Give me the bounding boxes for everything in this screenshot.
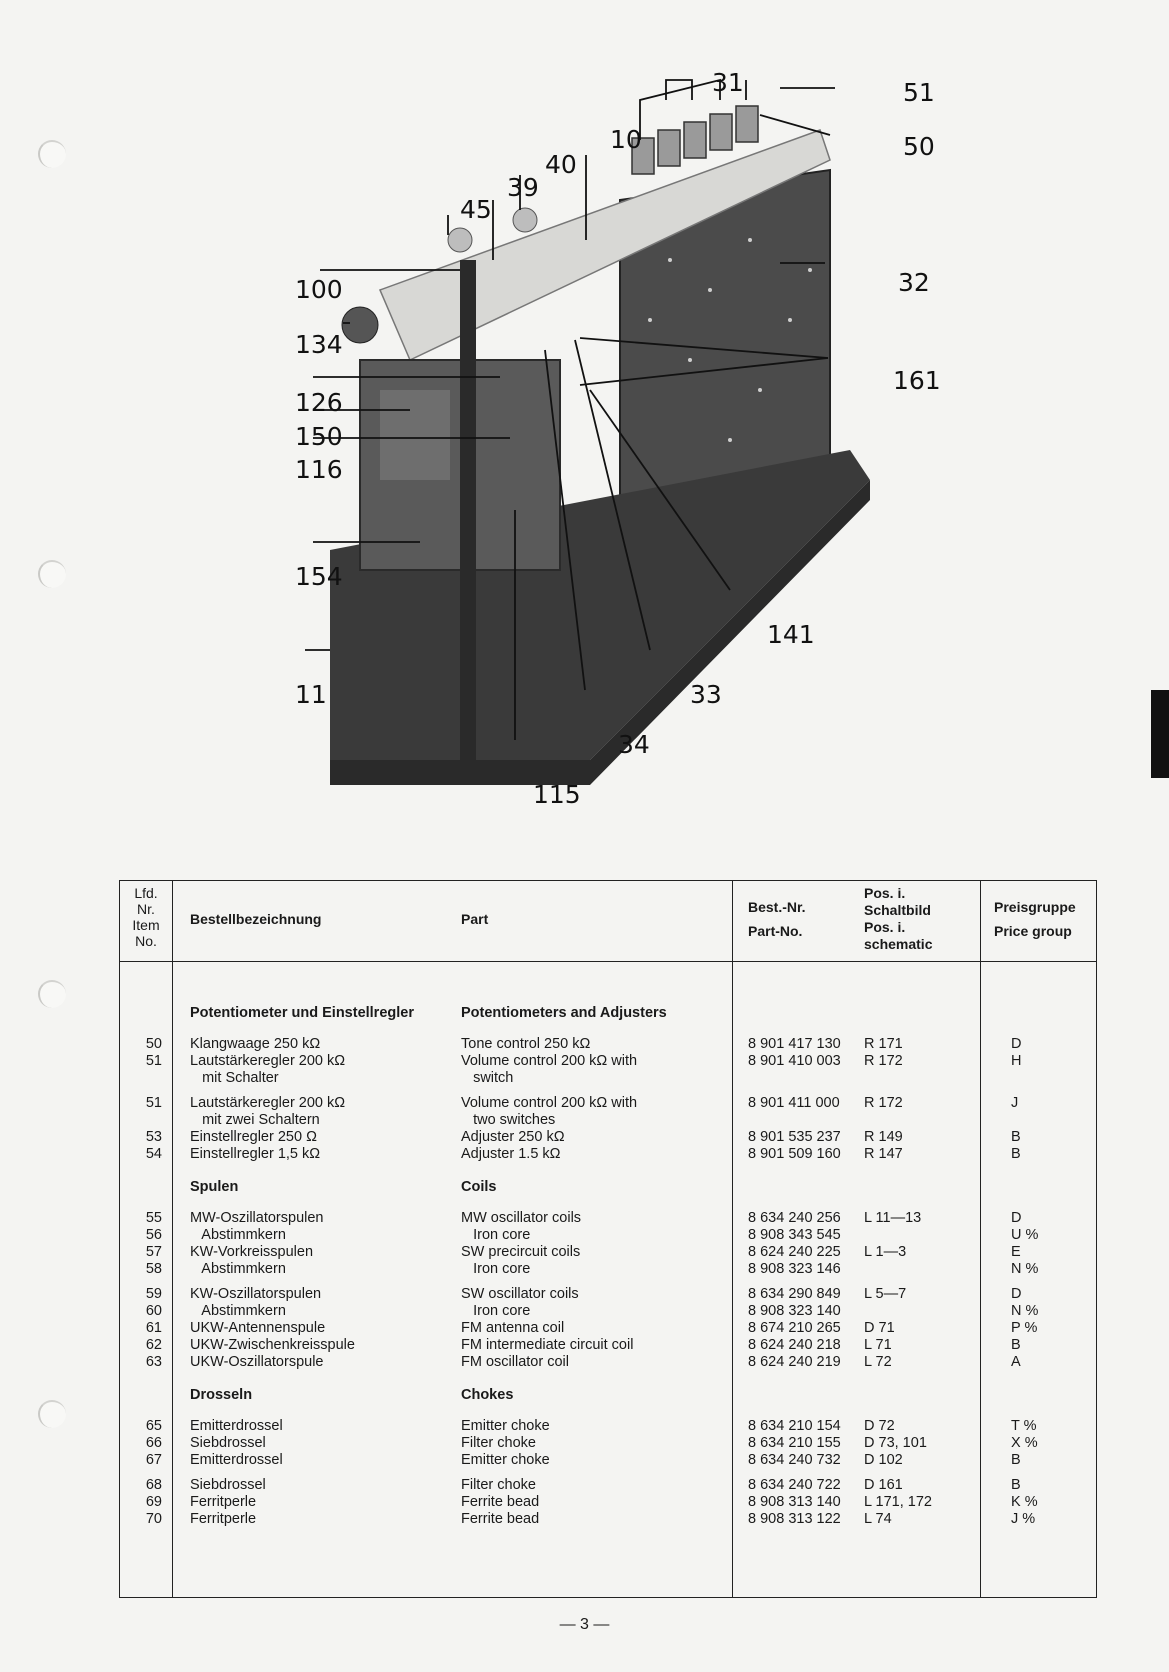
price-group-cell: K % [1011,1494,1038,1510]
table-row [120,1146,1096,1163]
schematic-position-cell: R 172 [864,1095,903,1111]
item-number: 50 [145,1036,162,1052]
callout-45: 45 [460,195,492,224]
part-number-cell: 8 908 313 140 [748,1494,841,1510]
part-cell: SW precircuit coils [461,1244,581,1260]
part-cell: Tone control 250 kΩ [461,1036,591,1052]
price-group-cell: N % [1011,1303,1039,1319]
part-cell: FM oscillator coil [461,1354,569,1370]
item-number: 55 [145,1210,162,1226]
schematic-position-cell: D 71 [864,1320,895,1336]
part-number-cell: 8 901 535 237 [748,1129,841,1145]
table-row [120,1070,1096,1087]
item-number: 66 [145,1435,162,1451]
table-row [120,1320,1096,1337]
bestellbezeichnung-cell: Siebdrossel [190,1477,266,1493]
part-cell: Filter choke [461,1477,536,1493]
item-number: 63 [145,1354,162,1370]
schematic-position-cell: L 74 [864,1511,892,1527]
bestellbezeichnung-cell: mit Schalter [190,1070,279,1086]
bestellbezeichnung-cell: Abstimmkern [190,1303,286,1319]
table-row [120,1112,1096,1129]
bestellbezeichnung-cell: Ferritperle [190,1494,257,1510]
table-row [120,1354,1096,1371]
callout-150: 150 [295,422,343,451]
table-row [120,1036,1096,1053]
price-group-cell: H [1011,1053,1022,1069]
part-cell: Potentiometers and Adjusters [461,1005,667,1021]
price-group-cell: A [1011,1354,1021,1370]
price-group-cell: E [1011,1244,1021,1260]
callout-116: 116 [295,455,343,484]
item-number: 54 [145,1146,162,1162]
parts-table [119,880,1097,1598]
item-number: 58 [145,1261,162,1277]
bestellbezeichnung-cell: Abstimmkern [190,1261,286,1277]
bestellbezeichnung-cell: Emitterdrossel [190,1452,283,1468]
bestellbezeichnung-cell: Siebdrossel [190,1435,266,1451]
part-cell: Coils [461,1179,497,1195]
part-number-cell: 8 901 509 160 [748,1146,841,1162]
page-number: — 3 — [559,1616,610,1633]
bestellbezeichnung-cell: Emitterdrossel [190,1418,283,1434]
part-cell: SW oscillator coils [461,1286,579,1302]
part-cell: Emitter choke [461,1418,550,1434]
schematic-position-cell: L 5—7 [864,1286,907,1302]
schematic-position-cell: D 161 [864,1477,903,1493]
header-part-no: Part-No. [748,923,803,939]
table-section-heading [120,1387,1096,1404]
part-number-cell: 8 624 240 218 [748,1337,841,1353]
price-group-cell: B [1011,1452,1021,1468]
punch-hole [38,1400,66,1428]
price-group-cell: U % [1011,1227,1039,1243]
price-group-cell: X % [1011,1435,1038,1451]
item-number: 57 [145,1244,162,1260]
price-group-cell: P % [1011,1320,1038,1336]
item-number: 56 [145,1227,162,1243]
callout-39: 39 [507,173,539,202]
part-cell: Emitter choke [461,1452,550,1468]
header-pos-schaltbild: Pos. i. Schaltbild Pos. i. schematic [864,885,933,952]
schematic-position-cell: R 171 [864,1036,903,1052]
part-cell: Iron core [461,1227,531,1243]
part-number-cell: 8 634 240 732 [748,1452,841,1468]
callout-31: 31 [712,68,744,97]
schematic-position-cell: R 149 [864,1129,903,1145]
schematic-position-cell: L 11—13 [864,1210,922,1226]
item-number: 59 [145,1286,162,1302]
punch-hole [38,980,66,1008]
part-cell: FM intermediate circuit coil [461,1337,634,1353]
callout-51: 51 [903,78,935,107]
callout-154: 154 [295,562,343,591]
part-cell: MW oscillator coils [461,1210,582,1226]
schematic-position-cell: R 172 [864,1053,903,1069]
bestellbezeichnung-cell: Ferritperle [190,1511,257,1527]
item-number: 65 [145,1418,162,1434]
header-bestellbezeichnung: Bestellbezeichnung [190,911,322,927]
callout-50: 50 [903,132,935,161]
bestellbezeichnung-cell: Einstellregler 1,5 kΩ [190,1146,321,1162]
table-section-heading [120,1005,1096,1022]
part-cell: Volume control 200 kΩ with [461,1095,638,1111]
bestellbezeichnung-cell: Spulen [190,1179,239,1195]
header-part: Part [461,911,489,927]
price-group-cell: B [1011,1129,1021,1145]
table-row [120,1053,1096,1070]
part-number-cell: 8 634 210 154 [748,1418,841,1434]
price-group-cell: B [1011,1146,1021,1162]
header-item-no: Lfd. Nr. Item No. [132,885,160,949]
part-cell: Ferrite bead [461,1511,540,1527]
callout-100: 100 [295,275,343,304]
schematic-position-cell: L 171, 172 [864,1494,932,1510]
callout-161: 161 [893,366,941,395]
part-cell: Adjuster 1.5 kΩ [461,1146,561,1162]
punch-hole [38,560,66,588]
bestellbezeichnung-cell: Klangwaage 250 kΩ [190,1036,321,1052]
part-number-cell: 8 908 343 545 [748,1227,841,1243]
price-group-cell: N % [1011,1261,1039,1277]
part-cell: Ferrite bead [461,1494,540,1510]
item-number: 68 [145,1477,162,1493]
header-best-nr: Best.-Nr. [748,899,806,915]
price-group-cell: J % [1011,1511,1036,1527]
bestellbezeichnung-cell: KW-Oszillatorspulen [190,1286,322,1302]
callout-34: 34 [618,730,650,759]
table-row [120,1129,1096,1146]
table-row [120,1261,1096,1278]
bestellbezeichnung-cell: Abstimmkern [190,1227,286,1243]
part-cell: Iron core [461,1261,531,1277]
punch-hole [38,140,66,168]
callout-11: 11 [295,680,327,709]
item-number: 60 [145,1303,162,1319]
part-number-cell: 8 901 411 000 [748,1095,840,1111]
table-row [120,1418,1096,1435]
part-number-cell: 8 634 240 256 [748,1210,841,1226]
item-number: 70 [145,1511,162,1527]
part-cell: two switches [461,1112,556,1128]
schematic-position-cell: D 102 [864,1452,903,1468]
part-number-cell: 8 634 210 155 [748,1435,841,1451]
item-number: 69 [145,1494,162,1510]
table-row [120,1477,1096,1494]
table-row [120,1095,1096,1112]
table-row [120,1511,1096,1528]
price-group-cell: D [1011,1286,1022,1302]
part-number-cell: 8 908 323 140 [748,1303,841,1319]
part-cell: Iron core [461,1303,531,1319]
part-number-cell: 8 624 240 219 [748,1354,841,1370]
bestellbezeichnung-cell: Potentiometer und Einstellregler [190,1005,414,1021]
callout-115: 115 [533,780,581,809]
part-number-cell: 8 634 240 722 [748,1477,841,1493]
bestellbezeichnung-cell: Einstellregler 250 Ω [190,1129,317,1145]
part-number-cell: 8 901 410 003 [748,1053,841,1069]
item-number: 53 [145,1129,162,1145]
table-row [120,1435,1096,1452]
table-row [120,1210,1096,1227]
schematic-position-cell: R 147 [864,1146,903,1162]
bestellbezeichnung-cell: Lautstärkeregler 200 kΩ [190,1053,346,1069]
callout-141: 141 [767,620,815,649]
part-cell: switch [461,1070,514,1086]
item-number: 51 [145,1053,162,1069]
schematic-position-cell: D 72 [864,1418,895,1434]
bestellbezeichnung-cell: Lautstärkeregler 200 kΩ [190,1095,346,1111]
schematic-position-cell: D 73, 101 [864,1435,927,1451]
callout-40: 40 [545,150,577,179]
schematic-position-cell: L 71 [864,1337,892,1353]
part-number-cell: 8 674 210 265 [748,1320,841,1336]
price-group-cell: B [1011,1477,1021,1493]
callout-126: 126 [295,388,343,417]
table-row [120,1494,1096,1511]
item-number: 61 [145,1320,162,1336]
header-preisgruppe: Preisgruppe [994,899,1076,915]
bestellbezeichnung-cell: mit zwei Schaltern [190,1112,320,1128]
table-section-heading [120,1179,1096,1196]
part-cell: Chokes [461,1387,514,1403]
callout-33: 33 [690,680,722,709]
table-row [120,1303,1096,1320]
callout-134: 134 [295,330,343,359]
table-row [120,1286,1096,1303]
bestellbezeichnung-cell: Drosseln [190,1387,253,1403]
part-number-cell: 8 634 290 849 [748,1286,841,1302]
price-group-cell: J [1011,1095,1019,1111]
bestellbezeichnung-cell: MW-Oszillatorspulen [190,1210,324,1226]
register-tab-marker [1151,690,1169,778]
price-group-cell: D [1011,1036,1022,1052]
part-number-cell: 8 624 240 225 [748,1244,841,1260]
item-number: 62 [145,1337,162,1353]
table-row [120,1452,1096,1469]
table-row [120,1227,1096,1244]
part-cell: FM antenna coil [461,1320,565,1336]
part-number-cell: 8 908 313 122 [748,1511,841,1527]
part-number-cell: 8 901 417 130 [748,1036,841,1052]
radio-chassis-photo [290,60,930,820]
bestellbezeichnung-cell: UKW-Oszillatorspule [190,1354,324,1370]
table-row [120,1244,1096,1261]
price-group-cell: D [1011,1210,1022,1226]
part-cell: Filter choke [461,1435,536,1451]
header-price-group: Price group [994,923,1072,939]
bestellbezeichnung-cell: UKW-Antennenspule [190,1320,326,1336]
table-row [120,1337,1096,1354]
callout-32: 32 [898,268,930,297]
bestellbezeichnung-cell: UKW-Zwischenkreisspule [190,1337,355,1353]
part-number-cell: 8 908 323 146 [748,1261,841,1277]
part-cell: Adjuster 250 kΩ [461,1129,565,1145]
bestellbezeichnung-cell: KW-Vorkreisspulen [190,1244,314,1260]
item-number: 51 [145,1095,162,1111]
price-group-cell: T % [1011,1418,1037,1434]
part-cell: Volume control 200 kΩ with [461,1053,638,1069]
item-number: 67 [145,1452,162,1468]
callout-10: 10 [610,125,642,154]
schematic-position-cell: L 72 [864,1354,892,1370]
price-group-cell: B [1011,1337,1021,1353]
schematic-position-cell: L 1—3 [864,1244,907,1260]
